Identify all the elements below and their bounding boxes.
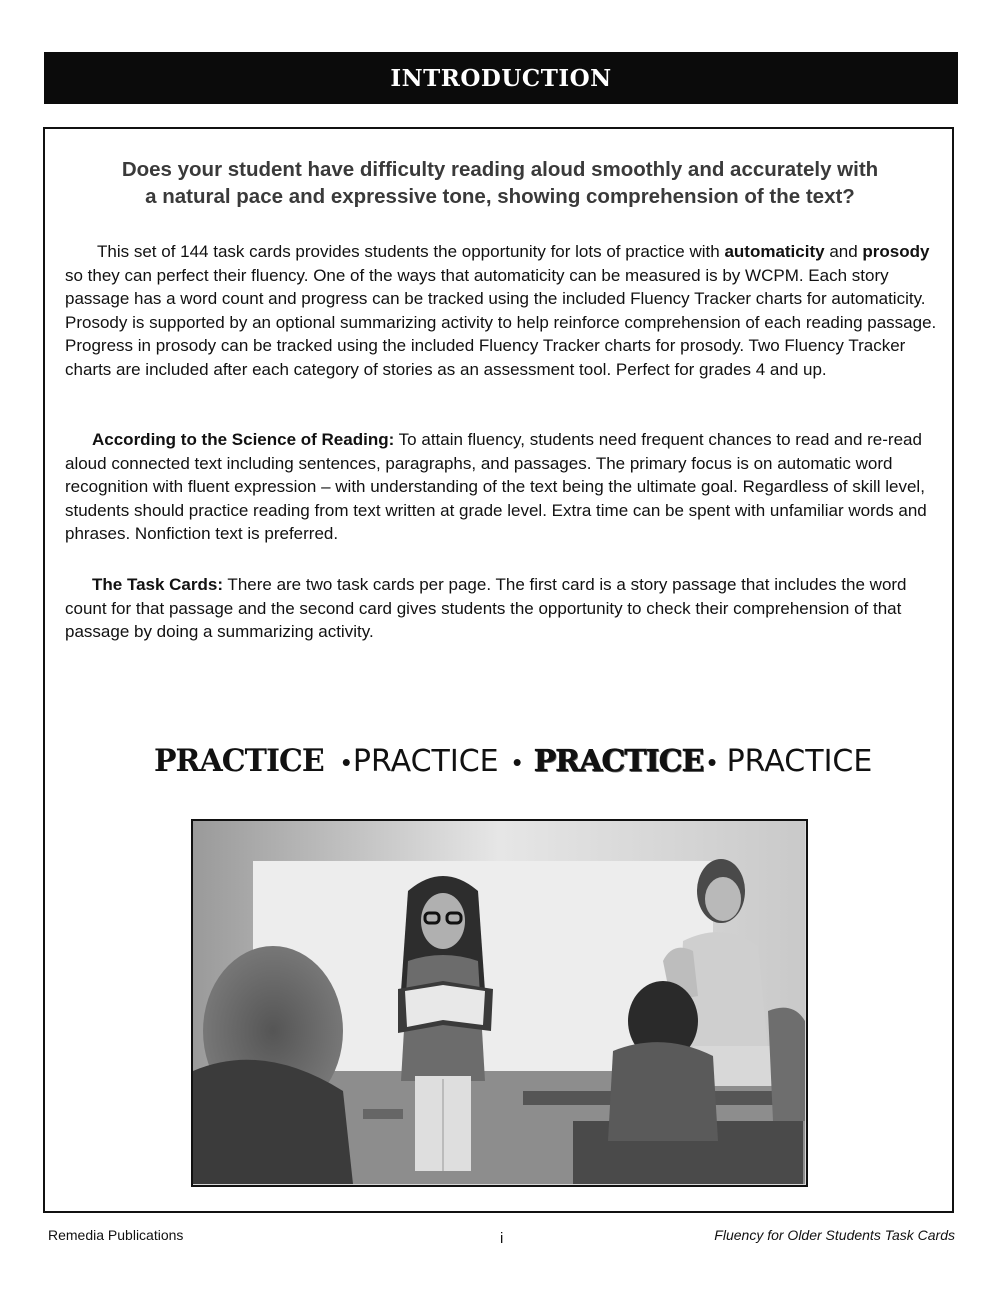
overview-text-3: so they can perfect their fluency. One of the ways that automaticity can be measured is by WCPM. Each story passage has a word count and progress can be tracked using the included Fluency Tracker charts for automaticity. Prosody is supported by an optional summarizing activity to help reinforce comprehension of each reading passage. Progress in prosody can be tracked using the included Fluency Tracker charts for prosody. Two Fluency Tracker charts are included after each category of stories as an assessment tool. Perfect for grades 4 and up.: [65, 265, 937, 379]
practice-word-2: PRACTICE: [352, 744, 499, 779]
question-line-2: a natural pace and expressive tone, showing comprehension of the text?: [145, 185, 855, 208]
practice-banner: [154, 742, 873, 782]
practice-word-3: PRACTICE: [533, 744, 704, 779]
paragraph-overview: [65, 240, 943, 381]
overview-text-1: This set of 144 task cards provides students the opportunity for lots of practice with: [97, 242, 725, 261]
term-prosody: prosody: [862, 242, 930, 261]
practice-separator-3: •: [707, 746, 717, 777]
science-text: To attain fluency, students need frequent chances to read and re-read aloud connected text including sentences, paragraphs, and passages. The primary focus is on automatic word recognition with fluent expression – with understanding of the text being the ultimate goal. Regardless of skill level, students should practice reading from text written at grade level. Extra time can be spent with unfamiliar words and phrases. Nonfiction text is preferred.: [65, 430, 927, 543]
overview-text-2: and: [829, 242, 863, 261]
footer-publisher: Remedia Publications: [48, 1227, 184, 1243]
term-automaticity: automaticity: [724, 242, 825, 261]
practice-word-4: PRACTICE: [726, 744, 873, 779]
practice-word-1: PRACTICE: [154, 743, 324, 780]
science-heading: According to the Science of Reading:: [92, 430, 395, 449]
practice-separator-1: •: [341, 746, 351, 777]
paragraph-science-of-reading: [65, 428, 943, 546]
header-bar: [44, 52, 958, 104]
task-cards-text: There are two task cards per page. The first card is a story passage that includes the word count for that passage and the second card gives students the opportunity to check their comprehension of that passage by doing a summarizing activity.: [65, 575, 907, 641]
intro-question: [60, 156, 940, 210]
task-cards-heading: The Task Cards:: [92, 575, 224, 594]
classroom-photo: [191, 819, 808, 1187]
paragraph-task-cards: [65, 573, 943, 644]
classroom-photo-illustration: [193, 821, 805, 1184]
page-title: INTRODUCTION: [390, 64, 612, 92]
footer-book-title: Fluency for Older Students Task Cards: [714, 1227, 955, 1243]
footer-page-number: i: [500, 1230, 504, 1247]
question-line-1: Does your student have difficulty reading aloud smoothly and accurately with: [121, 158, 879, 181]
practice-separator-2: •: [512, 746, 522, 777]
